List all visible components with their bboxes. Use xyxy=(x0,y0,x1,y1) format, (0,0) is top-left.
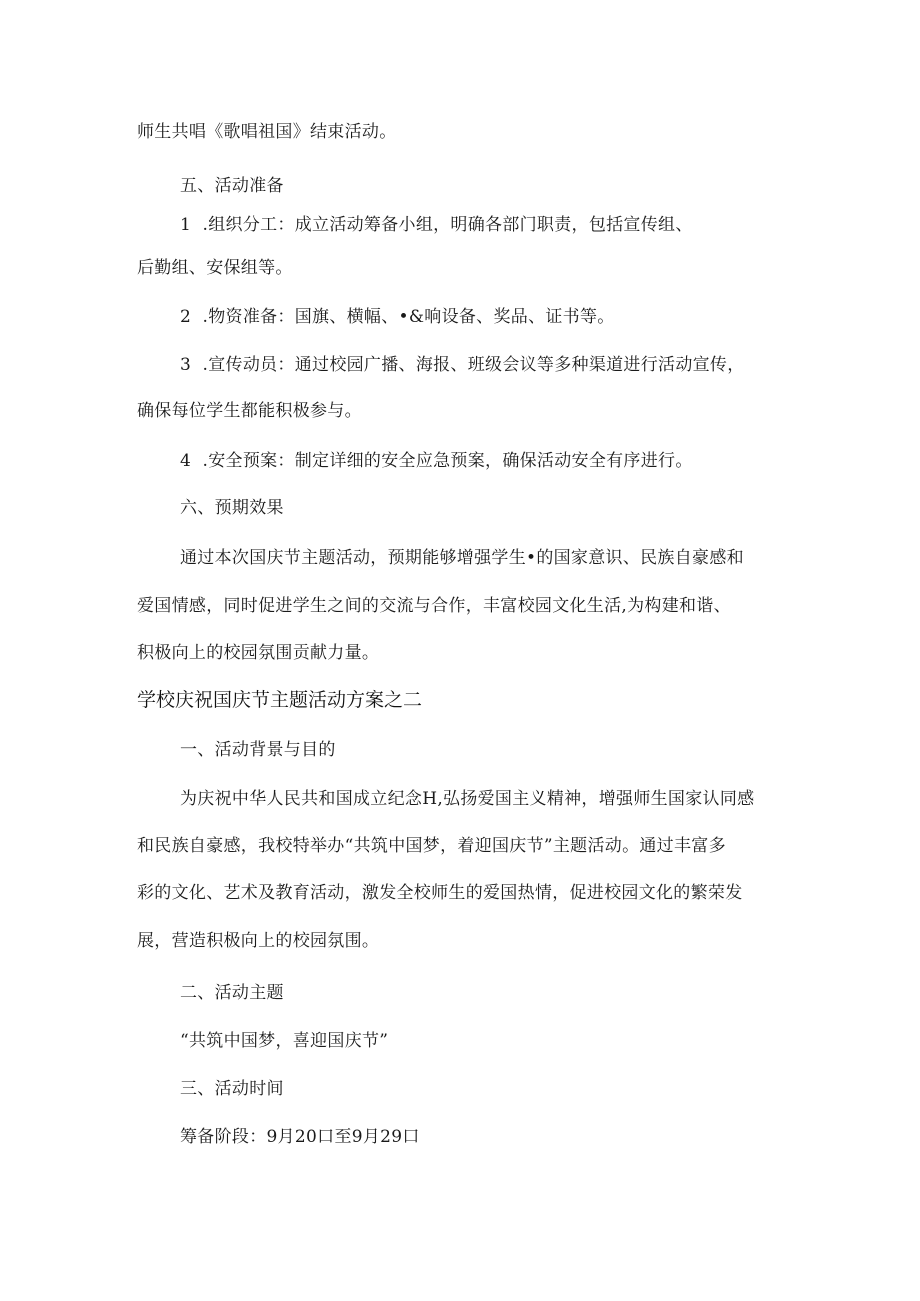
section-5-item-1-line-2: 后勤组、安保组等。 xyxy=(137,258,293,278)
plan-2-section-2-theme: “共筑中国梦，喜迎国庆节” xyxy=(180,1031,389,1051)
section-6-title: 六、预期效果 xyxy=(180,498,284,518)
plan-2-title: 学校庆祝国庆节主题活动方案之二 xyxy=(137,689,423,711)
previous-section-ending: 师生共唱《歌唱祖国》结束活动。 xyxy=(137,122,397,142)
section-5-title: 五、活动准备 xyxy=(180,176,284,196)
section-5-item-1-line-1: 1 .组织分工：成立活动筹备小组，明确各部门职责，包括宣传组、 xyxy=(180,215,693,235)
section-5-item-2: 2 .物资准备：国旗、横幅、•&响设备、奖品、证书等。 xyxy=(180,307,615,327)
plan-2-section-1-line-1: 为庆祝中华人民共和国成立纪念H,弘扬爱国主义精神，增强师生国家认同感 xyxy=(180,789,755,809)
section-5-item-3-line-1: 3 .宣传动员：通过校园广播、海报、班级会议等多种渠道进行活动宣传， xyxy=(180,355,745,375)
section-5-item-4: 4 .安全预案：制定详细的安全应急预案，确保活动安全有序进行。 xyxy=(180,451,693,471)
plan-2-section-3-title: 三、活动时间 xyxy=(180,1079,284,1099)
plan-2-section-1-line-4: 展，营造积极向上的校园氛围。 xyxy=(137,931,380,951)
plan-2-section-1-title: 一、活动背景与目的 xyxy=(180,740,336,760)
section-5-item-3-line-2: 确保每位学生都能积极参与。 xyxy=(137,401,362,421)
plan-2-section-3-prep-phase: 筹备阶段：9月20口至9月29口 xyxy=(180,1127,420,1147)
section-6-paragraph-line-1: 通过本次国庆节主题活动，预期能够增强学生•的国家意识、民族自豪感和 xyxy=(180,548,744,568)
plan-2-section-1-line-2: 和民族自豪感，我校特举办“共筑中国梦，着迎国庆节”主题活动。通过丰富多 xyxy=(137,836,726,856)
plan-2-section-2-title: 二、活动主题 xyxy=(180,983,284,1003)
section-6-paragraph-line-3: 积极向上的校园氛围贡献力量。 xyxy=(137,643,380,663)
plan-2-section-1-line-3: 彩的文化、艺术及教育活动，激发全校师生的爱国热情，促进校园文化的繁荣发 xyxy=(137,883,743,903)
section-6-paragraph-line-2: 爱国情感，同时促进学生之间的交流与合作，丰富校园文化生活,为构建和谐、 xyxy=(137,596,731,616)
